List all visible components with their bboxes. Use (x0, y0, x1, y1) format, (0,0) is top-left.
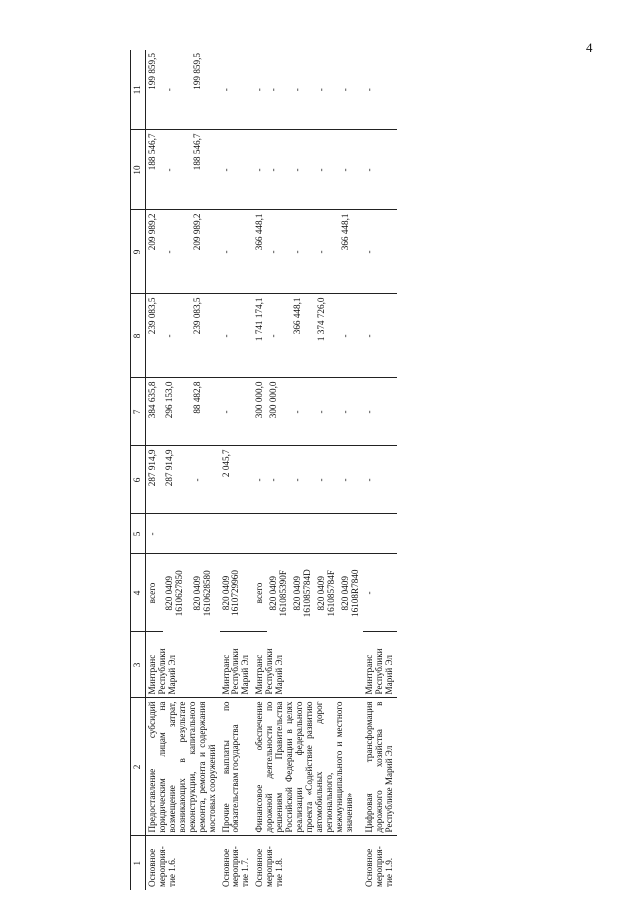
cell: - (315, 130, 339, 210)
cell: 239 083,5 (191, 294, 219, 378)
table-row (220, 50, 254, 890)
cell (191, 514, 219, 554)
cell: - (267, 130, 291, 210)
cell: - (291, 446, 315, 514)
cell: - (363, 130, 397, 210)
executor: Минтранс Республики Марий Эл (220, 632, 254, 698)
cell: - (315, 378, 339, 446)
col-header: 4 (131, 554, 146, 632)
budget-code: 820 0409 161085784D (292, 569, 313, 618)
cell (253, 514, 267, 554)
event-id: Основное мероприя-тие 1.8. (254, 846, 285, 887)
cell: - (339, 378, 363, 446)
cell: 1 741 174,1 (253, 294, 267, 378)
table-row (145, 50, 162, 890)
cell: - (220, 50, 254, 130)
budget-code: всего (253, 554, 267, 632)
col-header: 5 (131, 514, 146, 554)
cell: - (191, 446, 219, 514)
cell: - (363, 378, 397, 446)
event-name: Предоставление субсидий юридическим лицам на возмещение затрат, возникающих в результате реконструкции, капитального ремонта, ремонта и содержания мостовых сооружений (145, 698, 219, 836)
col-header: 8 (131, 294, 146, 378)
cell: - (163, 210, 191, 294)
cell: 1 374 726,0 (315, 294, 339, 378)
cell: - (291, 378, 315, 446)
table-row (253, 50, 267, 890)
cell: 239 083,5 (145, 294, 162, 378)
event-name: Цифровая трансформация дорожного хозяйства в Республике Марий Эл (363, 698, 397, 836)
budget-code: - (363, 554, 397, 632)
budget-code: 820 0409 1610627850 (163, 570, 184, 617)
cell (163, 514, 191, 554)
col-header: 9 (131, 210, 146, 294)
table-row (363, 50, 397, 890)
cell: 287 914,9 (145, 446, 162, 514)
cell: 366 448,1 (339, 210, 363, 294)
header-row (131, 50, 146, 890)
budget-table (130, 50, 397, 890)
col-header: 6 (131, 446, 146, 514)
cell: - (267, 50, 291, 130)
budget-code: 820 0409 1610729960 (220, 554, 254, 632)
cell: - (145, 514, 162, 554)
cell: - (339, 50, 363, 130)
event-name: Прочие выплаты по обязательствам государства (220, 698, 254, 836)
budget-code: 820 0409 161085784F (316, 570, 336, 617)
cell: - (315, 210, 339, 294)
cell: 384 635,8 (145, 378, 162, 446)
cell: - (363, 294, 397, 378)
cell: 296 153,0 (163, 378, 191, 446)
cell: 366 448,1 (291, 294, 315, 378)
cell: 88 482,8 (191, 378, 219, 446)
cell: - (267, 294, 291, 378)
cell: - (315, 446, 339, 514)
col-header: 1 (131, 836, 146, 890)
page-number: 4 (586, 40, 593, 55)
cell: 2 045,7 (220, 446, 254, 514)
cell: 209 989,2 (191, 210, 219, 294)
cell: - (267, 210, 291, 294)
event-id: Основное мероприя-тие 1.6. (146, 846, 177, 887)
col-header: 11 (131, 50, 146, 130)
cell: - (363, 50, 397, 130)
col-header: 2 (131, 698, 146, 836)
cell: - (291, 210, 315, 294)
cell (363, 514, 397, 554)
budget-code: 820 0409 16108R7840 (339, 569, 360, 617)
cell: 366 448,1 (253, 210, 267, 294)
cell: - (363, 210, 397, 294)
executor: Минтранс Республики Марий Эл (363, 632, 397, 698)
cell (339, 514, 363, 554)
cell: - (163, 50, 191, 130)
executor: Минтранс Республики Марий Эл (145, 632, 219, 698)
cell (220, 514, 254, 554)
cell: 300 000,0 (267, 378, 291, 446)
cell: 199 859,5 (191, 50, 219, 130)
col-header: 3 (131, 632, 146, 698)
cell: - (291, 50, 315, 130)
event-id: Основное мероприя-тие 1.7. (220, 846, 251, 887)
rotated-table-container (130, 50, 560, 890)
cell: - (363, 446, 397, 514)
event-name: Финансовое обеспечение дорожной деятельности по решениям Правительства Российской Федерации в целях реализации федерального проекта «Содействие развитию автомобильных дорог регионального, межмуниципального и местного значения» (253, 698, 362, 836)
cell: - (220, 130, 254, 210)
cell: - (220, 210, 254, 294)
cell: - (253, 50, 267, 130)
cell: - (253, 130, 267, 210)
budget-code: 820 0409 161085390F (268, 570, 289, 617)
cell (315, 514, 339, 554)
cell: 188 546,7 (145, 130, 162, 210)
cell (291, 514, 315, 554)
budget-code: 820 0409 1610628580 (192, 570, 212, 617)
cell: - (220, 294, 254, 378)
cell: - (163, 294, 191, 378)
cell: - (339, 446, 363, 514)
cell: - (339, 130, 363, 210)
cell: 209 989,2 (145, 210, 162, 294)
executor: Минтранс Республики Марий Эл (253, 632, 362, 698)
cell: - (253, 446, 267, 514)
cell: 188 546,7 (191, 130, 219, 210)
cell: - (267, 446, 291, 514)
cell: 300 000,0 (253, 378, 267, 446)
col-header: 10 (131, 130, 146, 210)
cell: 199 859,5 (145, 50, 162, 130)
cell: - (339, 294, 363, 378)
cell: 287 914,9 (163, 446, 191, 514)
cell (267, 514, 291, 554)
cell: - (220, 378, 254, 446)
budget-code: всего (145, 554, 162, 632)
cell: - (291, 130, 315, 210)
event-id: Основное мероприя-тие 1.9. (363, 846, 394, 887)
col-header: 7 (131, 378, 146, 446)
cell: - (163, 130, 191, 210)
cell: - (315, 50, 339, 130)
